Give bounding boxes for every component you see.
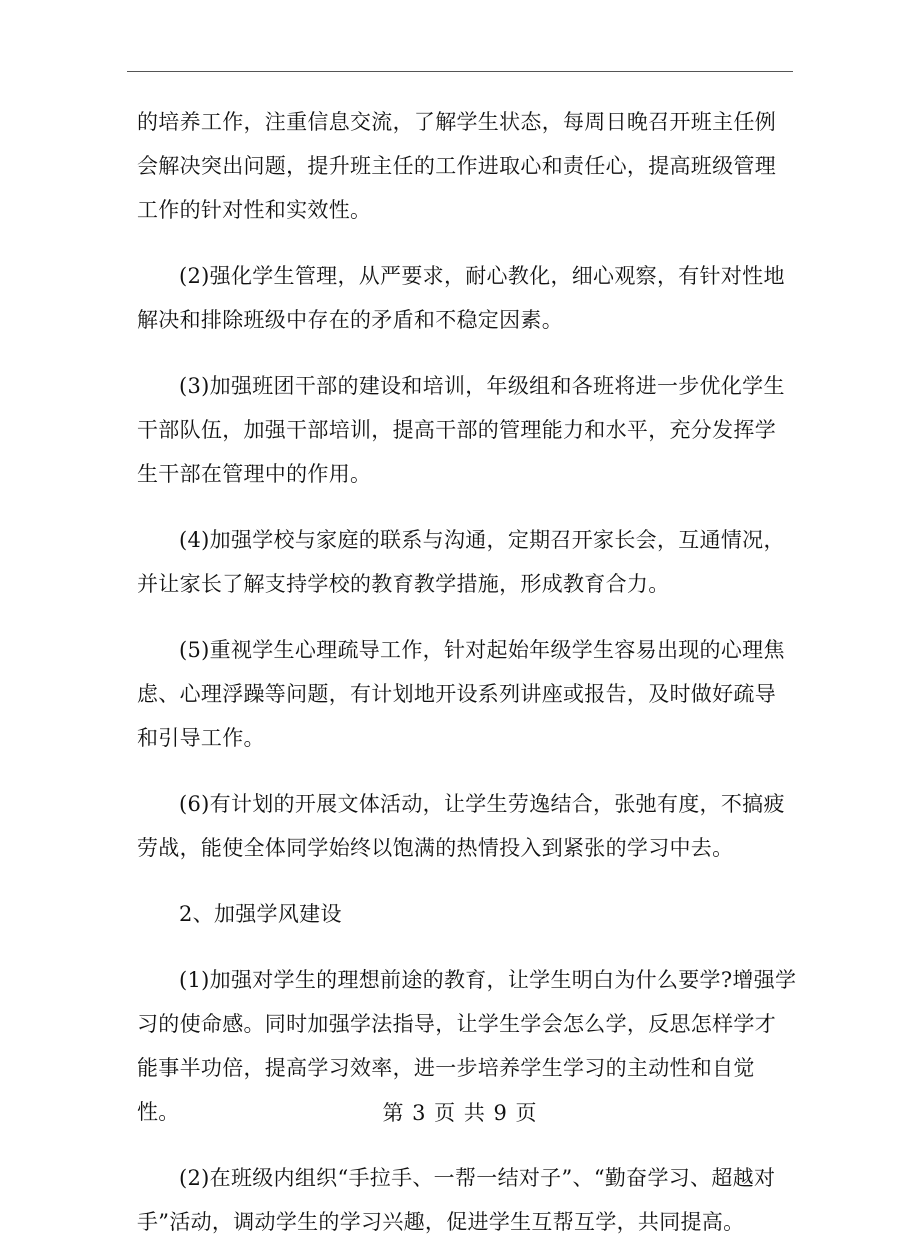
- paragraph-item-3: (3)加强班团干部的建设和培训，年级组和各班将进一步优化学生干部队伍，加强干部培训，提高干部的管理能力和水平，充分发挥学生干部在管理中的作用。: [137, 374, 785, 486]
- section-heading: 2、加强学风建设: [179, 902, 342, 926]
- page-number: 第 3 页 共 9 页: [382, 1101, 538, 1125]
- document-body: [137, 100, 797, 1244]
- paragraph-continuation: 的培养工作，注重信息交流，了解学生状态，每周日晚召开班主任例会解决突出问题，提升班主任的工作进取心和责任心，提高班级管理工作的针对性和实效性。: [137, 110, 776, 222]
- paragraph-item-5: (5)重视学生心理疏导工作，针对起始年级学生容易出现的心理焦虑、心理浮躁等问题，有计划地开设系列讲座或报告，及时做好疏导和引导工作。: [137, 638, 785, 750]
- paragraph-item-2: (2)强化学生管理，从严要求，耐心教化，细心观察，有针对性地解决和排除班级中存在的矛盾和不稳定因素。: [137, 264, 785, 332]
- header-rule: [127, 71, 793, 72]
- paragraph-study-item-1: (1)加强对学生的理想前途的教育，让学生明白为什么要学?增强学习的使命感。同时加强学法指导，让学生学会怎么学，反思怎样学才能事半功倍，提高学习效率，进一步培养学生学习的主动性和自觉性。: [137, 968, 797, 1124]
- paragraph-study-item-2: (2)在班级内组织“手拉手、一帮一结对子”、“勤奋学习、超越对手”活动，调动学生的学习兴趣，促进学生互帮互学，共同提高。: [137, 1166, 776, 1234]
- paragraph-item-4: (4)加强学校与家庭的联系与沟通，定期召开家长会，互通情况，并让家长了解支持学校的教育教学措施，形成教育合力。: [137, 528, 785, 596]
- paragraph-item-6: (6)有计划的开展文体活动，让学生劳逸结合，张弛有度，不搞疲劳战，能使全体同学始终以饱满的热情投入到紧张的学习中去。: [137, 792, 785, 860]
